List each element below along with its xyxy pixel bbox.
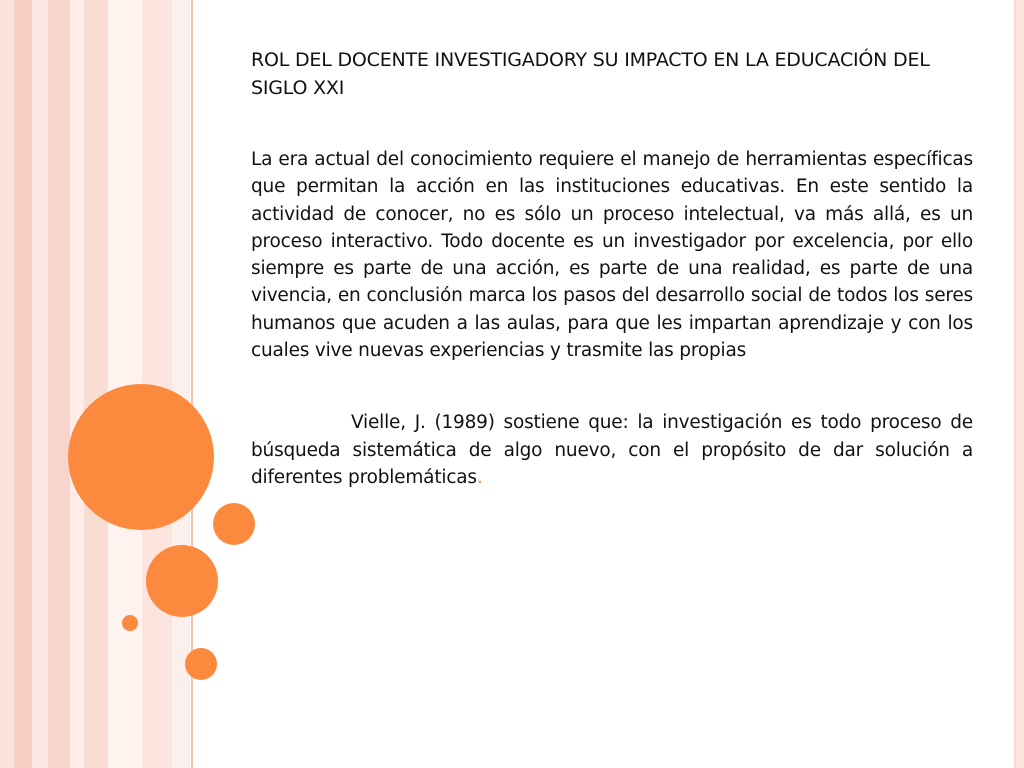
- stripe: [32, 0, 48, 768]
- stripe: [172, 0, 190, 768]
- stripe: [84, 0, 108, 768]
- paragraph-intro: La era actual del conocimiento requiere el manejo de herramientas específicas que permitan la acción en las instituciones educativas. En este sentido la actividad de conocer, no es sólo un proceso intelectual, va más allá, es un proceso interactivo. Todo docente es un investigador por excelencia, por ello siempre es parte de una acción, es parte de una realidad, es parte de una vivencia, en conclusión marca los pasos del desarrollo social de todos los seres humanos que acuden a las aulas, para que les impartan aprendizaje y con los cuales vive nuevas experiencias y trasmite las propias: [251, 149, 973, 362]
- stripe: [0, 0, 14, 768]
- circle-decoration: [68, 384, 214, 530]
- circle-decoration: [146, 545, 218, 617]
- stripe: [1016, 0, 1024, 768]
- circle-decoration: [213, 503, 255, 545]
- citation-text: Vielle, J. (1989) sostiene que: la investigación es todo proceso de búsqueda sistemática de algo nuevo, con el propósito de dar solución a diferentes problemáticas: [251, 412, 973, 488]
- slide-content: [251, 46, 973, 491]
- paragraph-citation: [251, 409, 973, 491]
- citation-period: .: [476, 466, 483, 488]
- slide-title: ROL DEL DOCENTE INVESTIGADORY SU IMPACTO EN LA EDUCACIÓN DEL SIGLO XXI: [251, 49, 930, 99]
- stripe: [48, 0, 70, 768]
- stripe: [14, 0, 32, 768]
- stripe: [70, 0, 84, 768]
- circle-decoration: [122, 615, 138, 631]
- circle-decoration: [185, 648, 217, 680]
